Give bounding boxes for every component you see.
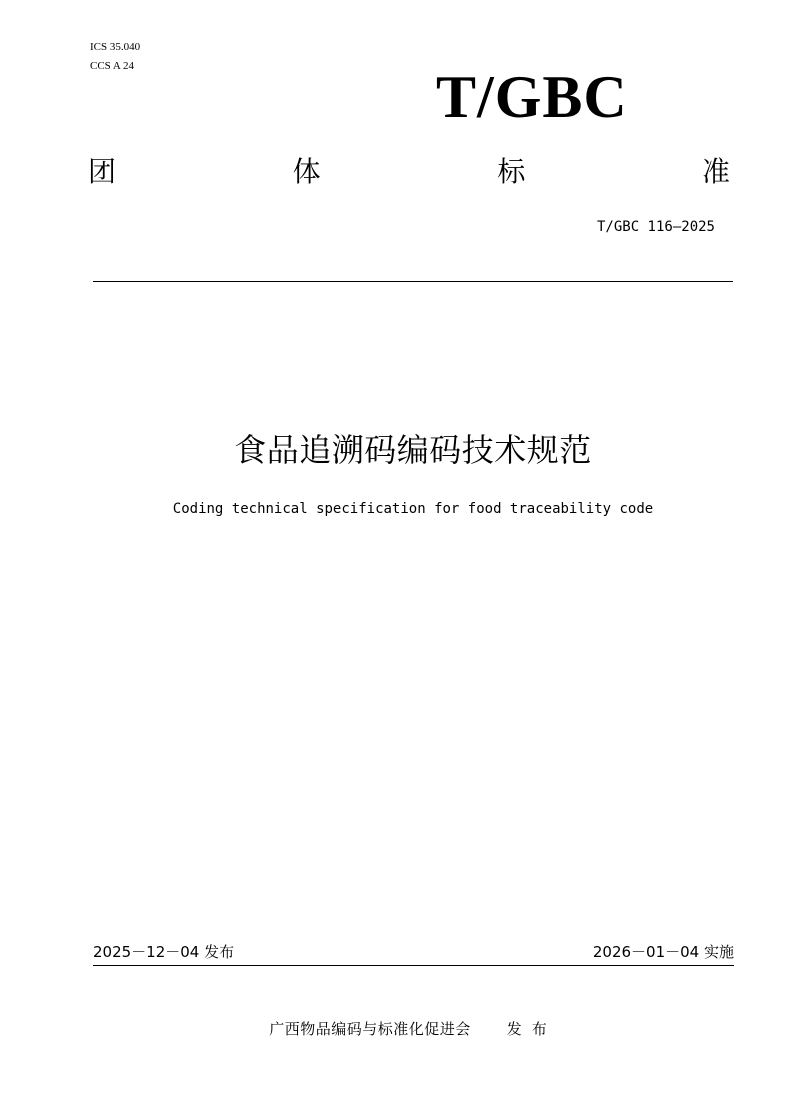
document-title-chinese: 食品追溯码编码技术规范 <box>234 431 592 469</box>
standard-type-char: 准 <box>701 155 730 188</box>
document-title-english: Coding technical specification for food traceability code <box>172 501 654 517</box>
standard-number: T/GBC 116—2025 <box>596 219 715 235</box>
issuing-action: 发布 <box>506 1020 557 1038</box>
issue-date: 2025－12－04 发布 <box>93 943 235 961</box>
ics-code: ICS 35.040 <box>90 41 141 53</box>
issuer-line <box>93 1018 733 1040</box>
ccs-code: CCS A 24 <box>90 60 135 72</box>
bottom-divider <box>93 965 734 966</box>
standard-type-char: 团 <box>88 155 117 188</box>
issuing-organization: 广西物品编码与标准化促进会 <box>269 1020 471 1038</box>
implementation-date: 2026－01－04 实施 <box>592 943 734 961</box>
standard-logo: T/GBC <box>436 64 628 130</box>
top-divider <box>93 281 733 282</box>
standard-type-char: 标 <box>497 155 526 188</box>
standard-type-char: 体 <box>292 155 321 188</box>
standard-type <box>88 154 730 194</box>
